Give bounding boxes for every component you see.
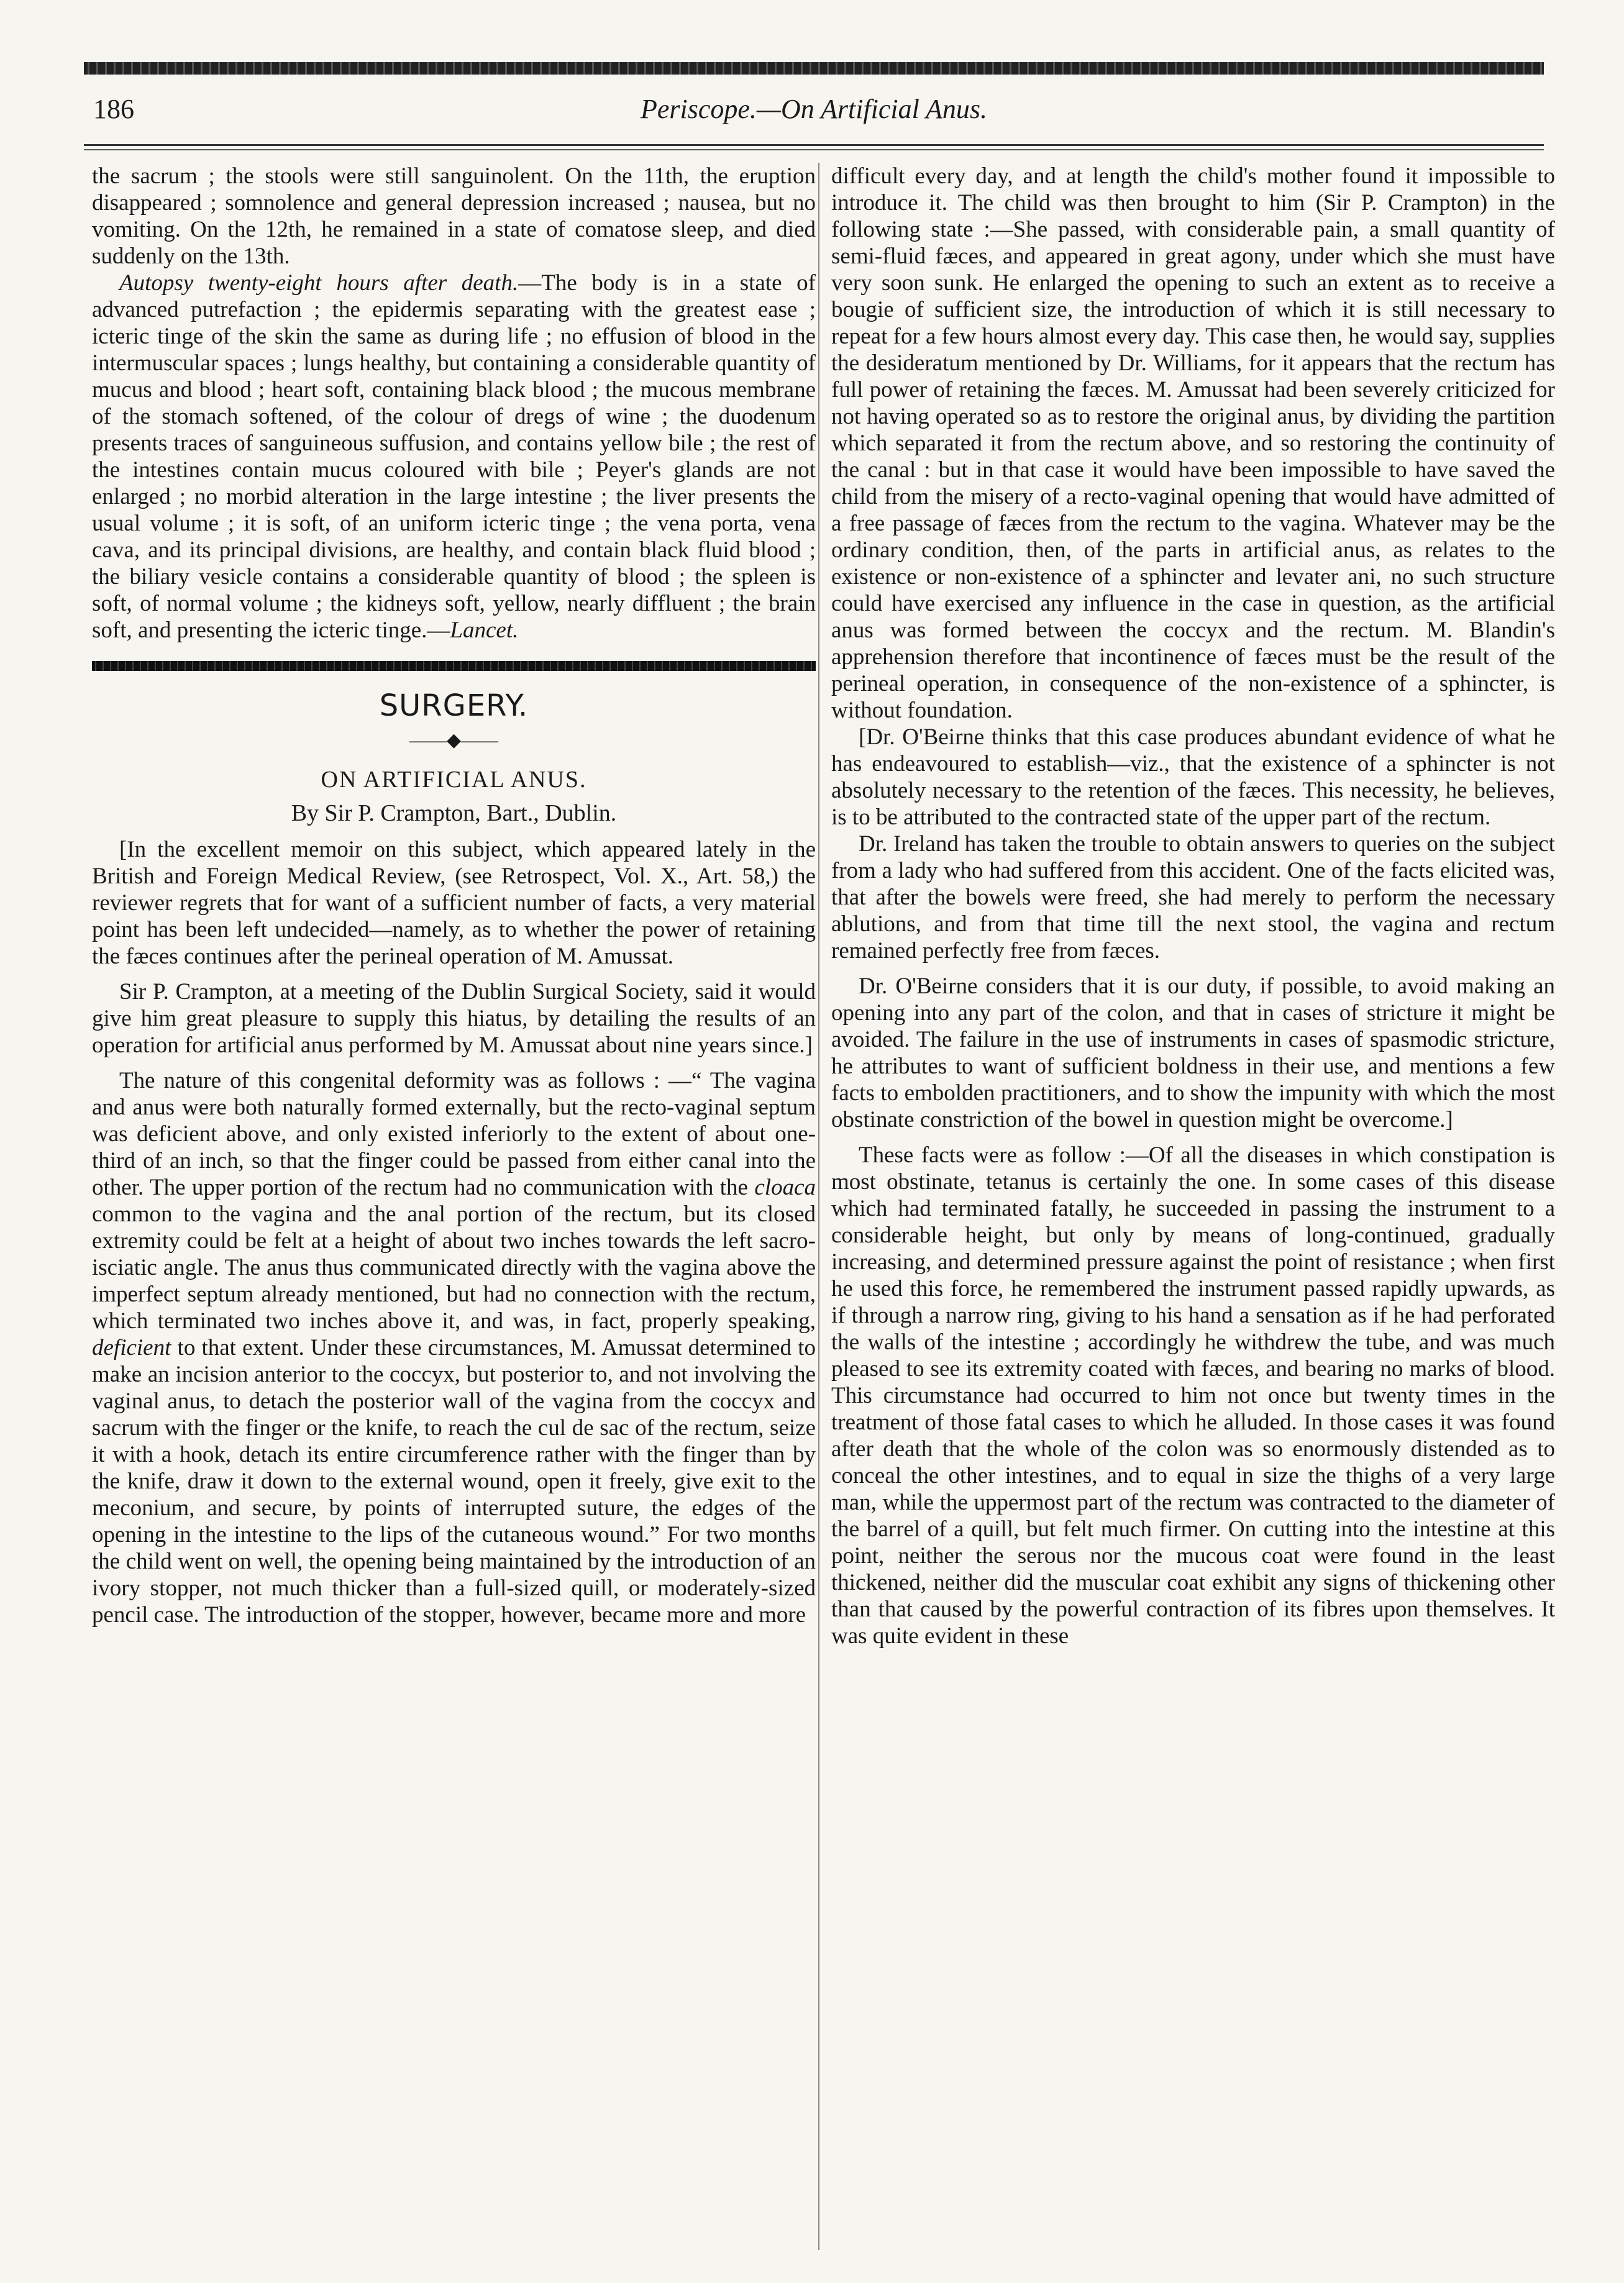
header-rule-secondary [84,149,1544,150]
running-header [84,93,1544,143]
paragraph: [Dr. O'Beirne thinks that this case produces abundant evidence of what he has endeavoured to establish—viz., that the existence of a sphincter is not absolutely necessary to the retention of the fæces. This necessity, he believes, is to be attributed to the contracted state of the upper part of the rectum. [831,724,1555,830]
italic-term: cloaca [754,1175,816,1200]
text-run: common to the vagina and the anal portion of the rectum, but its closed extremity could be felt at a height of about two inches towards the left sacro-isciatic angle. The anus thus communicated directly with the vagina above the imperfect septum already mentioned, but had no connection with the rectum, which terminated two inches above it, and was, in fact, properly speaking, [92,1201,816,1334]
header-rule [84,144,1544,146]
paragraph: difficult every day, and at length the child's mother found it impossible to introduce it. The child was then brought to him (Sir P. Crampton) in the following state :—She passed, with considerable pain, a small quantity of semi-fluid fæces, and appeared in great agony, under which she must have very soon sunk. He enlarged the opening to such an extent as to receive a bougie of sufficient size, the introduction of which it is still necessary to repeat for a few hours almost every day. This case then, he would say, supplies the desideratum mentioned by Dr. Williams, for it appears that the rectum has full power of retaining the fæces. M. Amussat had been severely criticized for not having operated so as to restore the original anus, by dividing the partition which separated it from the rectum above, and so restoring the continuity of the canal : but in that case it would have been impossible to have saved the child from the misery of a recto-vaginal opening that would have admitted of a free passage of fæces from the rectum to the vagina. Whatever may be the ordinary condition, then, of the parts in artificial anus, as relates to the existence or non-existence of a sphincter and levater ani, no such structure could have exercised any influence in the case in question, as the artificial anus was formed between the coccyx and the rectum. M. Blandin's apprehension therefore that incontinence of fæces must be the result of the perineal operation, in consequence of the non-existence of a sphincter, is without foundation. [831,163,1555,723]
text-run: The nature of this congenital deformity was as follows : —“ The vagina and anus were both naturally formed externally, but the recto-vaginal septum was deficient above, and only existed inferiorly to the extent of about one-third of an inch, so that the finger could be passed from either canal into the other. The upper portion of the rectum had no communication with the [92,1068,816,1200]
paragraph-gap [92,1059,816,1067]
top-ornamental-rule [84,62,1544,75]
paragraph-deformity [92,1067,816,1628]
ornament-dash: ——◆—— [409,730,499,750]
paragraph-gap [92,970,816,978]
page-number: 186 [93,94,134,124]
paragraph: Dr. Ireland has taken the trouble to obtain answers to queries on the subject from a lady who had suffered from this accident. One of the facts elicited was, that after the bowels were freed, she had merely to perform the necessary ablutions, and from that time till the next stool, the vagina and rectum remained perfectly free from fæces. [831,831,1555,964]
paragraph: the sacrum ; the stools were still sanguinolent. On the 11th, the eruption disappeared ; somnolence and general depression increased ; nausea, but no vomiting. On the 12th, he remained in a state of comatose sleep, and died suddenly on the 13th. [92,163,816,269]
right-column [831,163,1555,1649]
paragraph-gap [831,964,1555,973]
paragraph-gap [831,1133,1555,1142]
column-divider [818,163,819,2250]
italic-term: deficient [92,1335,171,1360]
paragraph: Sir P. Crampton, at a meeting of the Dublin Surgical Society, said it would give him great pleasure to supply this hiatus, by detailing the results of an operation for artificial anus performed by M. Amussat about nine years since.] [92,979,816,1058]
left-column [92,163,816,1628]
paragraph: These facts were as follow :—Of all the diseases in which constipation is most obstinate, tetanus is certainly the one. In some cases of this disease which had terminated fatally, he succeeded in passing the instrument to a considerable height, but only by means of long-continued, gradually increasing, and determined pressure against the point of resistance ; when first he used this force, he remembered the instrument passed rapidly upwards, as if through a narrow ring, giving to his hand a sensation as if he had perforated the walls of the intestine ; accordingly he withdrew the tube, and was much pleased to see its extremity coated with fæces, and bearing no marks of blood. This circumstance had occurred to him not once but twenty times in the treatment of those fatal cases to which he alluded. In those cases it was found after death that the whole of the colon was so enormously distended as to conceal the other intestines, and to equal in size the thighs of a very large man, while the uppermost part of the rectum was contracted to the diameter of the barrel of a quill, but felt much firmer. On cutting into the intestine at this point, neither the serous nor the mucous coat were found in the least thickened, neither did the muscular coat exhibit any signs of thickening other than that caused by the powerful contraction of its fibres upon themselves. It was quite evident in these [831,1142,1555,1649]
paragraph-autopsy [92,270,816,644]
article-title: ON ARTIFICIAL ANUS. [321,767,587,793]
section-heading: SURGERY. [379,688,529,723]
autopsy-lead: Autopsy twenty-eight hours after death. [119,270,519,296]
article-byline: By Sir P. Crampton, Bart., Dublin. [291,800,617,826]
paragraph: Dr. O'Beirne considers that it is our duty, if possible, to avoid making an opening into any part of the colon, and that in cases of stricture it might be avoided. The failure in the use of instruments in cases of spasmodic stricture, he attributes to want of sufficient boldness in their use, and mentions a few facts to embolden practitioners, and to show the impunity with which the most obstinate constriction of the bowel in question might be overcome.] [831,973,1555,1132]
section-divider-rule [92,661,816,671]
source-citation: Lancet. [450,617,519,643]
autopsy-text: —The body is in a state of advanced putrefaction ; the epidermis separating with the greatest ease ; icteric tinge of the skin the same as during life ; no effusion of blood in the intermuscular spaces ; lungs healthy, but containing a considerable quantity of mucus and blood ; heart soft, containing black blood ; the mucous membrane of the stomach softened, of the colour of dregs of wine ; the duodenum presents traces of sanguineous suffusion, and contains yellow bile ; the rest of the intestines contain mucus coloured with bile ; Peyer's glands are not enlarged ; no morbid alteration in the large intestine ; the liver presents the usual volume ; it is soft, of an uniform icteric tinge ; the vena porta, vena cava, and its principal divisions, are healthy, and contain black fluid blood ; the biliary vesicle contains a considerable quantity of blood ; the spleen is soft, of normal volume ; the kidneys soft, yellow, nearly diffluent ; the brain soft, and presenting the icteric tinge.— [92,270,816,643]
text-run: to that extent. Under these circumstances, M. Amussat determined to make an incision anterior to the coccyx, but posterior to, and not involving the vaginal anus, to detach the posterior wall of the vagina from the coccyx and sacrum with the finger or the knife, to reach the cul de sac of the rectum, seize it with a hook, detach its entire circumference rather with the finger than by the knife, draw it down to the external wound, open it freely, give exit to the meconium, and secure, by points of interrupted suture, the edges of the opening in the intestine to the lips of the cutaneous wound.” For two months the child went on well, the opening being maintained by the introduction of an ivory stopper, not much thicker than a full-sized quill, or moderately-sized pencil case. The introduction of the stopper, however, became more and more [92,1335,816,1628]
paragraph: [In the excellent memoir on this subject, which appeared lately in the British and Foreign Medical Review, (see Retrospect, Vol. X., Art. 58,) the reviewer regrets that for want of a sufficient number of facts, a very material point has been left undecided—namely, as to whether the power of retaining the fæces continues after the perineal operation of M. Amussat. [92,837,816,969]
running-title: Periscope.—On Artificial Anus. [640,94,988,124]
